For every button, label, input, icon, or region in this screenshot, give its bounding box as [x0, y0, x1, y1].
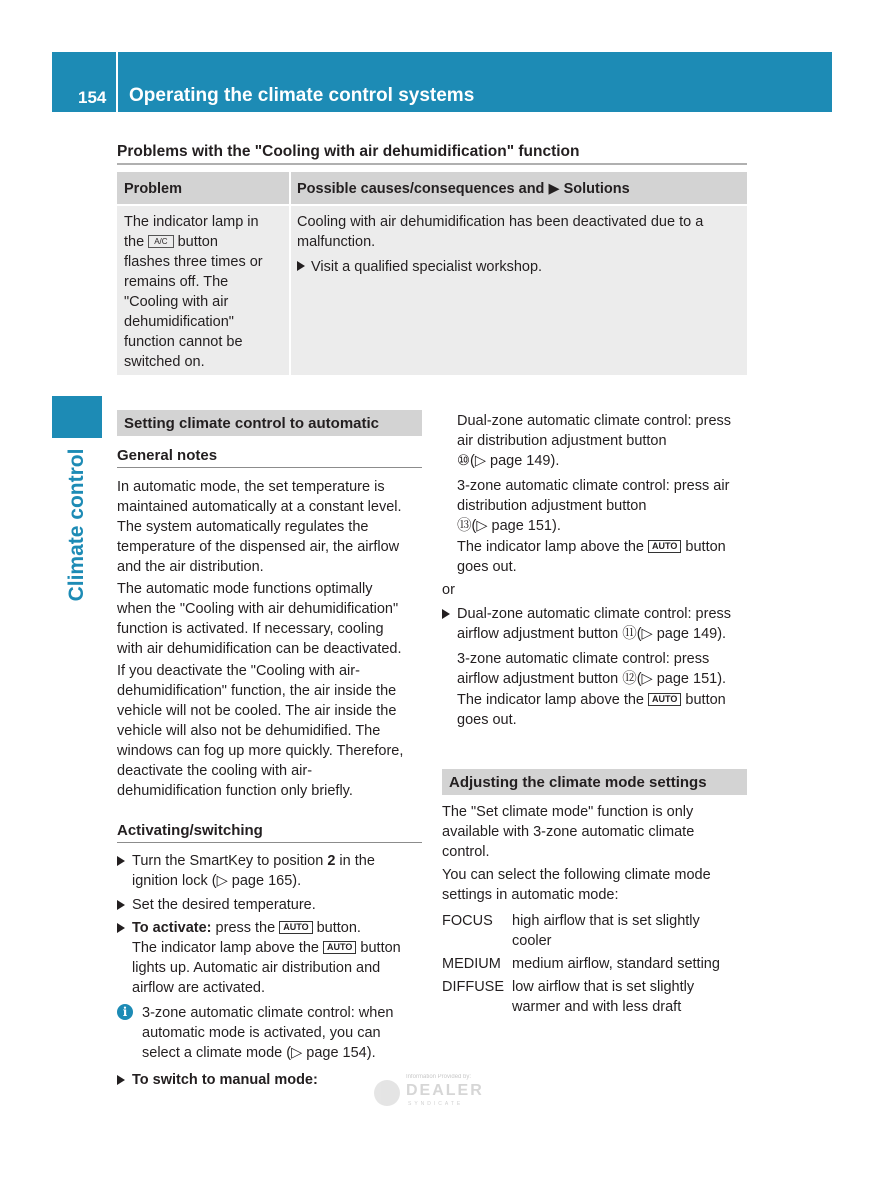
- mode-desc-focus: high airflow that is set slightly cooler: [512, 913, 700, 949]
- problem-cell: The indicator lamp in the A/C button flashes three times or remains off. The "Cooling with air dehumidification" function cannot be switched on.: [124, 214, 263, 370]
- mode-term-medium: MEDIUM: [442, 956, 501, 972]
- activating-rule: [117, 842, 422, 843]
- auto-button-icon: AUTO: [648, 693, 681, 706]
- col-header-problem: Problem: [124, 181, 183, 197]
- auto-button-icon: AUTO: [279, 921, 312, 934]
- solution-text: Visit a qualified specialist workshop.: [311, 259, 543, 275]
- step-activate: To activate: press the AUTO button. The indicator lamp above the AUTO button lights up. Automatic air distribution and airflow are activated.: [132, 918, 427, 998]
- general-notes-rule: [117, 467, 422, 468]
- column-divider: [289, 172, 291, 375]
- general-notes-p1: In automatic mode, the set temperature is maintained automatically at a constant level. The system automatically regulates the temperature of the dispensed air, the airflow and the air distribution.: [117, 479, 402, 575]
- dealer-watermark-logo: Information Provided by: DEALER SYNDICATE: [370, 1072, 510, 1112]
- dual-zone-distribution: Dual-zone automatic climate control: press air distribution adjustment button ⑩(▷ page 149).: [457, 413, 732, 469]
- step-airflow: Dual-zone automatic climate control: press airflow adjustment button ⑪(▷ page 149).: [457, 604, 757, 644]
- section-heading-climate-mode: Adjusting the climate mode settings: [442, 769, 747, 795]
- col-header-causes: Possible causes/consequences and ▶ Solutions: [297, 181, 630, 197]
- step-smartkey: Turn the SmartKey to position 2 in the ignition lock (▷ page 165).: [132, 851, 427, 891]
- general-notes-title: General notes: [117, 447, 218, 464]
- climate-mode-p2: You can select the following climate mode settings in automatic mode:: [442, 867, 711, 903]
- step-arrow-icon: [297, 261, 305, 271]
- step-arrow-icon: [117, 923, 125, 933]
- ac-button-icon: A/C: [148, 235, 173, 248]
- info-icon: i: [117, 1004, 133, 1020]
- causes-cell: Cooling with air dehumidification has been deactivated due to a malfunction. Visit a qualified specialist workshop.: [297, 214, 704, 275]
- indicator-lamp-note-2: The indicator lamp above the AUTO button goes out.: [457, 692, 726, 728]
- side-tab: [52, 440, 102, 610]
- auto-button-icon: AUTO: [648, 540, 681, 553]
- section-heading-automatic: Setting climate control to automatic: [117, 410, 422, 436]
- step-arrow-icon: [117, 856, 125, 866]
- or-text: or: [442, 582, 455, 598]
- side-tab-label: Climate control: [65, 448, 88, 602]
- mode-desc-diffuse: low airflow that is set slightly warmer and with less draft: [512, 979, 695, 1015]
- three-zone-airflow: 3-zone automatic climate control: press airflow adjustment button ⑫(▷ page 151).: [457, 651, 727, 687]
- step-arrow-icon: [442, 609, 450, 619]
- step-temperature: Set the desired temperature.: [132, 895, 427, 915]
- three-zone-distribution: 3-zone automatic climate control: press air distribution adjustment button ⑬(▷ page 151).: [457, 478, 730, 534]
- problems-title: Problems with the "Cooling with air dehumidification" function: [117, 143, 580, 160]
- step-arrow-icon: [117, 1075, 125, 1085]
- side-tab-marker: [52, 396, 102, 438]
- mode-desc-medium: medium airflow, standard setting: [512, 956, 720, 972]
- header-divider: [116, 52, 118, 112]
- climate-mode-p1: The "Set climate mode" function is only available with 3-zone automatic climate control.: [442, 804, 695, 860]
- table-row: [117, 206, 747, 375]
- page-number: 154: [78, 88, 107, 107]
- table-header: [117, 172, 747, 204]
- problems-table: [117, 172, 747, 375]
- step-manual-mode: To switch to manual mode:: [132, 1070, 427, 1090]
- problems-divider: [117, 163, 747, 165]
- indicator-lamp-note-1: The indicator lamp above the AUTO button goes out.: [457, 539, 726, 575]
- watermark-emblem-icon: [374, 1080, 400, 1106]
- page-header: [52, 52, 832, 112]
- info-note: 3-zone automatic climate control: when automatic mode is activated, you can select a climate mode (▷ page 154).: [142, 1005, 394, 1061]
- general-notes-p3: If you deactivate the "Cooling with air- dehumidification" function, the air inside the vehicle will not be cooled. The air inside the vehicle will also not be dehumidified. The windows can fog up more quickly. Therefore, deactivate the cooling with air- dehumidification function only briefly.: [117, 663, 404, 799]
- activating-title: Activating/switching: [117, 822, 263, 839]
- step-arrow-icon: [117, 900, 125, 910]
- general-notes-p2: The automatic mode functions optimally when the "Cooling with air dehumidification" function is activated. If necessary, cooling with air dehumidification can be deactivated.: [117, 581, 402, 657]
- page-title: Operating the climate control systems: [129, 85, 475, 106]
- mode-term-focus: FOCUS: [442, 913, 493, 929]
- auto-button-icon: AUTO: [323, 941, 356, 954]
- mode-term-diffuse: DIFFUSE: [442, 979, 505, 995]
